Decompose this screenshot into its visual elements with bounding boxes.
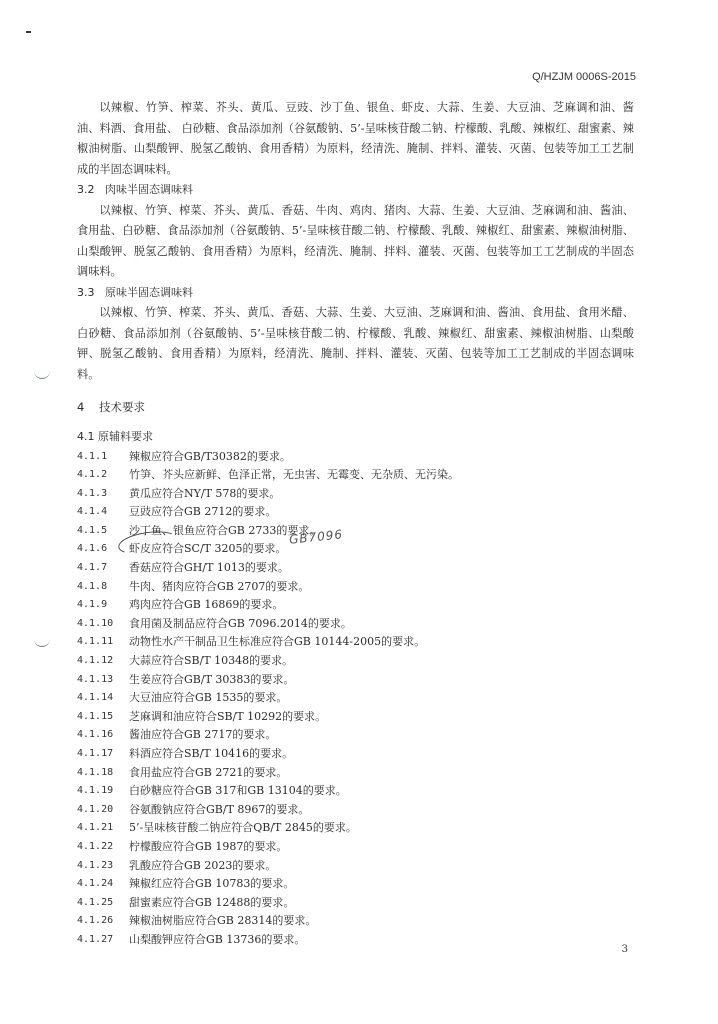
subsection-4-1-heading: 4.1 原辅料要求 [77,429,153,443]
requirement-text: 生姜应符合GB/T 30383的要求。 [129,672,295,686]
requirement-number: 4.1.8 [77,580,108,592]
requirement-number: 4.1.27 [77,933,114,945]
requirement-item [77,838,634,857]
chapter-4-heading [77,397,634,418]
requirement-text: 食用菌及制品应符合GB 7096.2014的要求。 [129,616,352,630]
requirement-number: 4.1.4 [77,506,108,518]
requirement-text: 香菇应符合GH/T 1013的要求。 [129,561,289,575]
requirement-text: 柠檬酸应符合GB 1987的要求。 [129,839,288,853]
requirement-number: 4.1.23 [77,859,114,871]
chapter-title: 技术要求 [99,400,145,414]
requirements-list [77,448,634,950]
requirement-number: 4.1.26 [77,915,114,927]
requirement-number: 4.1.10 [77,617,114,629]
scan-speck [26,31,31,33]
punch-hole-mark [34,636,50,647]
requirement-number: 4.1.22 [77,840,114,852]
intro-paragraph: 以辣椒、竹笋、榨菜、芥头、黄瓜、豆豉、沙丁鱼、银鱼、虾皮、大蒜、生姜、大豆油、芝麻调和油、酱油、料酒、食用盐、 白砂糖、食品添加剂（谷氨酸钠、5’-呈味核苷酸二钠、柠檬酸、乳酸、辣椒红、甜蜜素、辣椒油树脂、山梨酸钾、脱氢乙酸钠、食用香精）为原料，经清洗、腌制、拌料、灌装、灭菌、包装等加工工艺制成的半固态调味料。 [77,101,634,176]
requirement-item [77,485,634,504]
requirement-number: 4.1.9 [77,599,108,611]
requirement-item [77,466,634,485]
requirement-item [77,801,634,820]
requirement-text: 辣椒红应符合GB 10783的要求。 [129,877,295,891]
requirement-item [77,615,634,634]
section-title: 原味半固态调味料 [105,285,193,299]
requirement-text: 大蒜应符合SB/T 10348的要求。 [129,654,294,668]
punch-hole-mark [34,368,50,379]
requirement-number: 4.1.2 [77,469,108,481]
requirement-text: 虾皮应符合SC/T 3205的要求。 [129,542,287,556]
requirement-text: 谷氨酸钠应符合GB/T 8967的要求。 [129,802,310,816]
requirement-item [77,652,634,671]
requirement-text: 鸡肉应符合GB 16869的要求。 [129,598,284,612]
section-3-2-paragraph: 以辣椒、竹笋、榨菜、芥头、黄瓜、香菇、牛肉、鸡肉、猪肉、大蒜、生姜、大豆油、芝麻调和油、酱油、食用盐、白砂糖、食品添加剂（谷氨酸钠、5’-呈味核苷酸二钠、柠檬酸、乳酸、辣椒红、甜蜜素、辣椒油树脂、山梨酸钾、脱氢乙酸钠、食用香精）为原料，经清洗、腌制、拌料、灌装、灭菌、包装等加工工艺制成的半固态调味料。 [77,203,634,278]
requirement-text: 沙丁鱼、银鱼应符合GB 2733的要求。 [129,523,321,537]
requirement-text: 白砂糖应符合GB 317和GB 13104的要求。 [129,784,347,798]
requirement-text: 山梨酸钾应符合GB 13736的要求。 [129,932,306,946]
requirement-text: 食用盐应符合GB 2721的要求。 [129,765,288,779]
section-3-3-heading [77,283,634,304]
requirement-item [77,671,634,690]
requirement-number: 4.1.13 [77,673,114,685]
requirement-text: 酱油应符合GB 2717的要求。 [129,728,277,742]
requirement-number: 4.1.19 [77,785,114,797]
requirement-text: 5’-呈味核苷酸二钠应符合QB/T 2845的要求。 [129,821,357,835]
requirement-text: 乳酸应符合GB 2023的要求。 [129,858,277,872]
document-body [77,98,634,950]
requirement-text: 黄瓜应符合NY/T 578的要求。 [129,486,281,500]
requirement-text: 芝麻调和油应符合SB/T 10292的要求。 [129,709,327,723]
requirement-item [77,726,634,745]
section-title: 肉味半固态调味料 [105,183,193,196]
requirement-number: 4.1.24 [77,878,114,890]
section-number: 3.2 [77,183,95,196]
requirement-item [77,708,634,727]
requirement-item [77,745,634,764]
requirement-item [77,578,634,597]
requirement-item [77,633,634,652]
standard-code: Q/HZJM 0006S-2015 [532,71,636,83]
requirement-text: 料酒应符合SB/T 10416的要求。 [129,747,294,760]
requirement-item [77,857,634,876]
requirement-number: 4.1.18 [77,766,114,778]
requirement-number: 4.1.7 [77,562,108,574]
page-number: 3 [621,944,628,955]
chapter-number: 4 [77,400,85,414]
requirement-number: 4.1.3 [77,487,108,499]
requirement-number: 4.1.14 [77,692,114,704]
requirement-item [77,596,634,615]
section-3-3-paragraph: 以辣椒、竹笋、榨菜、芥头、黄瓜、香菇、大蒜、生姜、大豆油、芝麻调和油、酱油、食用盐、食用米醋、白砂糖、食品添加剂（谷氨酸钠、5’-呈味核苷酸二钠、柠檬酸、乳酸、辣椒红、甜蜜素、辣椒油树脂、山梨酸钾、脱氢乙酸钠、食用香精）为原料，经清洗、腌制、拌料、灌装、灭菌、包装等加工工艺制成的半固态调味料。 [77,306,634,381]
requirement-number: 4.1.17 [77,748,114,759]
requirement-text: 大豆油应符合GB 1535的要求。 [129,691,288,705]
requirement-text: 牛肉、猪肉应符合GB 2707的要求。 [129,579,310,593]
requirement-item [77,931,634,950]
requirement-number: 4.1.25 [77,896,114,908]
requirement-item [77,764,634,783]
requirement-item [77,894,634,913]
requirement-item [77,912,634,931]
requirement-item [77,782,634,801]
section-3-2-heading [77,180,634,201]
requirement-number: 4.1.21 [77,822,114,834]
requirement-number: 4.1.12 [77,655,114,667]
section-number: 3.3 [77,285,95,299]
requirement-text: 动物性水产干制品卫生标准应符合GB 10144-2005的要求。 [129,635,426,649]
requirement-item [77,875,634,894]
requirement-number: 4.1.6 [77,543,108,555]
requirement-number: 4.1.15 [77,710,114,722]
requirement-item [77,819,634,838]
requirement-text: 辣椒油树脂应符合GB 28314的要求。 [129,914,317,928]
requirement-number: 4.1.1 [77,450,108,462]
requirement-item [77,448,634,467]
requirement-number: 4.1.5 [77,524,108,536]
requirement-text: 豆豉应符合GB 2712的要求。 [129,505,277,519]
requirement-item [77,689,634,708]
requirement-number: 4.1.11 [77,636,114,648]
requirement-item [77,503,634,522]
handwritten-note: GB7096 [288,527,344,547]
requirement-text: 甜蜜素应符合GB 12488的要求。 [129,895,295,909]
requirement-text: 竹笋、芥头应新鲜、色泽正常，无虫害、无霉变、无杂质、无污染。 [129,468,459,482]
requirement-item [77,559,634,578]
requirement-number: 4.1.20 [77,803,114,815]
requirement-text: 辣椒应符合GB/T30382的要求。 [129,449,291,463]
requirement-number: 4.1.16 [77,729,114,741]
